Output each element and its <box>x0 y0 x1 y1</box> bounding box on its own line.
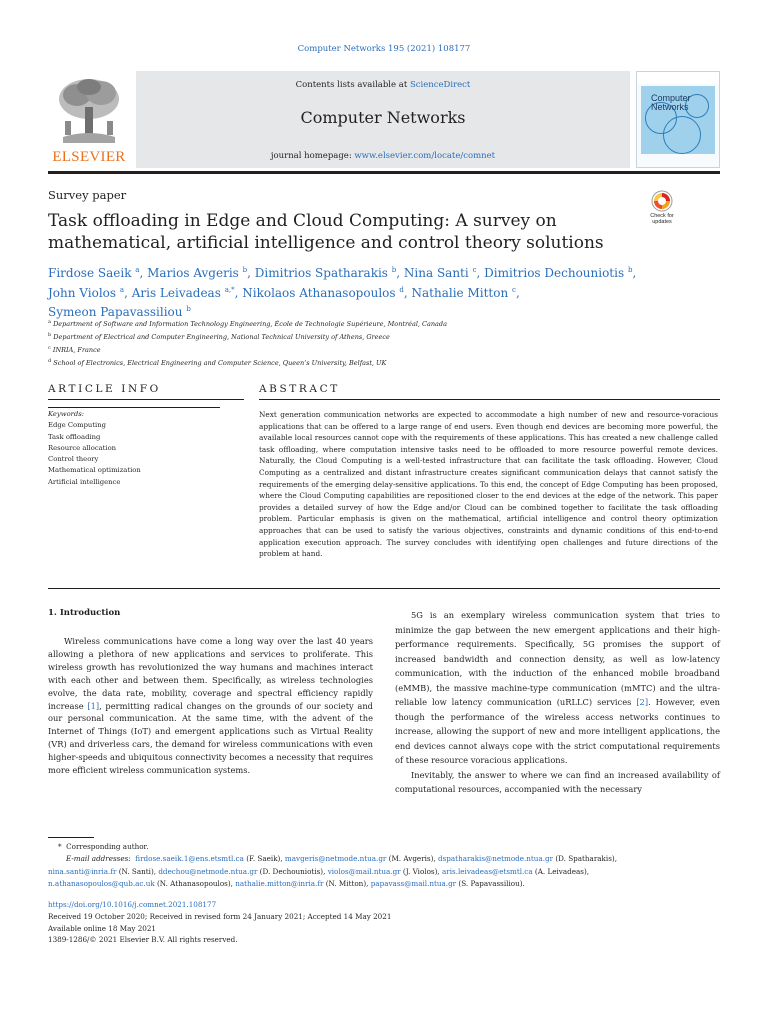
article-type: Survey paper <box>48 188 127 202</box>
author-affil-sup: b <box>391 266 397 274</box>
cover-title-line1: Computer <box>651 93 691 103</box>
abstract-text: Next generation communication networks are expected to accommodate a high number of new and resource-voracious applications that can be offered to a large range of end users. Even though end devices are becoming more powerful, the available local resources cannot cope with the requirements of these applications. This has created a new challenge called task offloading, where computation intensive tasks need to be offloaded to more resource powerful remote devices. Naturally, the Cloud Computing is a well-tested infrastructure that can facilitate the task offloading. However, Cloud Computing as a centralized and distant infrastructure creates significant communication delays that cannot satisfy the requirements of the emerging delay-sensitive applications. To this end, the concept of Edge Computing has been proposed, where the Cloud Computing capabilities are repositioned closer to the end devices at the edge of the network. This paper provides a detailed survey of how the Edge and/or Cloud can be combined together to facilitate the task offloading problem. Particular emphasis is given on the mathematical, artificial intelligence and control theory optimization approaches that can be used to satisfy the various objectives, constraints and dynamic conditions of this end-to-end application execution approach. The survey concludes with identifying open challenges and future directions of the problem at hand. <box>259 410 718 559</box>
contents-prefix: Contents lists available at <box>295 80 410 90</box>
keywords-rule <box>48 407 220 408</box>
author-affil-sup: b <box>627 266 633 274</box>
footnote-marker: * <box>58 842 62 851</box>
masthead <box>48 71 720 168</box>
author-separator: , <box>476 266 485 280</box>
email-owner: (M. Avgeris), <box>386 854 438 864</box>
email-link[interactable]: n.athanasopoulos@qub.ac.uk <box>48 878 155 888</box>
author-separator: , <box>247 266 255 280</box>
keyword: Resource allocation <box>48 443 117 452</box>
email-link[interactable]: aris.leivadeas@etsmtl.ca <box>441 866 533 876</box>
author-separator: , <box>234 285 243 300</box>
author-name[interactable]: John Violos <box>48 285 117 300</box>
author-separator: , <box>396 266 404 280</box>
email-link[interactable]: ddechou@netmode.ntua.gr <box>158 866 258 876</box>
affiliation <box>48 330 648 343</box>
journal-cover-thumbnail[interactable] <box>636 71 720 168</box>
check-label-line2: updates <box>652 219 672 225</box>
email-line <box>48 878 720 890</box>
email-link[interactable]: dspatharakis@netmode.ntua.gr <box>438 854 554 864</box>
paragraph-text: 5G is an exemplary wireless communication system that tries to minimize the gap between the new emergent applications and their high-performance requirements. Specifically, 5G promises the support of increased bandwidth and connection density, as well as low-latency communication, with the induction of the enhanced mobile broadband (eMMB), the massive machine-type communication (mMTC) and the ultra-reliable low latency communication (uRLLC) services <box>395 610 720 707</box>
keyword: Control theory <box>48 455 99 464</box>
email-label: E-mail addresses: <box>66 854 131 864</box>
cover-circle-decoration <box>663 116 701 154</box>
elsevier-logo[interactable] <box>48 71 130 168</box>
affiliation-sup: d <box>48 358 52 365</box>
author-name[interactable]: Nina Santi <box>403 266 469 280</box>
email-link[interactable]: nina.santi@inria.fr <box>48 866 117 876</box>
body-column-left <box>48 608 373 777</box>
masthead-center-panel <box>136 71 630 168</box>
affiliation-text: Department of Electrical and Computer Engineering, National Technical University of Athens, Greece <box>53 333 390 342</box>
author[interactable] <box>48 286 132 300</box>
keyword: Artificial intelligence <box>48 477 121 486</box>
check-label-line1: Check for <box>650 213 674 219</box>
email-link[interactable]: mavgeris@netmode.ntua.gr <box>284 854 387 864</box>
author-affil-sup: c <box>512 285 516 294</box>
author-name[interactable]: Nikolaos Athanasopoulos <box>242 285 396 300</box>
footnote-rule <box>48 837 94 838</box>
email-line <box>48 853 720 865</box>
email-owner: (J. Violos), <box>400 866 442 876</box>
corresponding-author-note <box>48 841 720 853</box>
elsevier-tree-icon <box>51 75 127 145</box>
body-paragraph: Inevitably, the answer to where we can find an increased availability of computational resources, accompanied with the necessary <box>395 769 720 794</box>
paragraph-text: , permitting radical changes on the grounds of our society and our personal communication. At the same time, with the advent of the Internet of Things (IoT) and emergent applications such as Virtual Reality (VR) and driverless cars, the demand for wireless communications with even higher-speeds and ubiquitous connectivity becomes a necessity that requires more efficient wireless communication systems. <box>48 700 373 776</box>
email-owner: (S. Papavassiliou). <box>456 878 525 888</box>
author-name[interactable]: Symeon Papavassiliou <box>48 305 183 319</box>
journal-homepage-link[interactable]: www.elsevier.com/locate/comnet <box>354 151 496 161</box>
author-separator: , <box>403 285 412 300</box>
affiliation-sup: c <box>48 345 51 352</box>
masthead-rule <box>48 171 720 174</box>
affiliations <box>48 317 648 370</box>
email-line <box>48 866 720 878</box>
author-affil-sup: b <box>242 266 248 274</box>
citation-link[interactable]: [1] <box>87 700 100 711</box>
author-name[interactable]: Nathalie Mitton <box>411 285 509 300</box>
email-owner: (A. Leivadeas), <box>532 866 590 876</box>
copyright: 1389-1286/© 2021 Elsevier B.V. All rights reserved. <box>48 935 238 945</box>
email-link[interactable]: violos@mail.ntua.gr <box>327 866 401 876</box>
abstract-rule <box>259 399 720 400</box>
author-name[interactable]: Dimitrios Dechouniotis <box>484 266 625 280</box>
doi-link[interactable]: https://doi.org/10.1016/j.comnet.2021.108177 <box>48 900 217 909</box>
email-owner: (N. Mitton), <box>323 878 371 888</box>
email-link[interactable]: nathalie.mitton@inria.fr <box>235 878 324 888</box>
email-owner: (D. Spatharakis), <box>553 854 617 864</box>
affiliation-text: Department of Software and Information Technology Engineering, École de Technologie Supérieure, Montréal, Canada <box>53 320 447 329</box>
paragraph-text: Wireless communications have come a long way over the last 40 years allowing a plethora of new applications and services to proliferate. This wireless growth has revolutionized the way humans and machines interact with each other and between them. Specifically, as wireless technologies evolve, the data rate, mobility, coverage and spectral efficiency rapidly increase <box>48 636 373 711</box>
affiliation <box>48 343 648 356</box>
homepage-prefix: journal homepage: <box>270 151 355 161</box>
publication-info <box>48 899 720 946</box>
journal-reference[interactable]: Computer Networks 195 (2021) 108177 <box>297 44 471 54</box>
corresponding-label: Corresponding author. <box>66 842 149 851</box>
email-owner: (N. Santi), <box>116 866 159 876</box>
received-dates: Received 19 October 2020; Received in revised form 24 January 2021; Accepted 14 May 2021 <box>48 911 392 921</box>
keyword: Edge Computing <box>48 421 106 430</box>
author-name[interactable]: Dimitrios Spatharakis <box>254 266 388 280</box>
author[interactable] <box>412 286 520 300</box>
elsevier-wordmark: ELSEVIER <box>52 149 126 165</box>
body-paragraph <box>395 608 720 768</box>
body-paragraph <box>48 635 373 777</box>
author-separator: , <box>632 266 637 280</box>
cover-title-line2: Networks <box>651 102 689 112</box>
email-owner: (N. Athanasopoulos), <box>154 878 236 888</box>
body-column-right <box>395 608 720 797</box>
author[interactable] <box>48 266 147 280</box>
paragraph-text: . However, even though the performance of the wireless access networks continues to increase, allowing the support of new and more intelligent applications, the end devices cannot always cope with the strict computational requirements of these resource voracious applications. <box>395 697 720 765</box>
author[interactable] <box>484 266 636 280</box>
keyword: Mathematical optimization <box>48 466 141 475</box>
paper-title: Task offloading in Edge and Cloud Computing: A survey on mathematical, artificial intelligence and control theory solutions <box>48 211 604 253</box>
affiliation-text: School of Electronics, Electrical Engineering and Computer Science, Queen’s University, Belfast, UK <box>53 359 387 368</box>
check-for-updates-button[interactable] <box>644 190 680 230</box>
sciencedirect-link[interactable]: ScienceDirect <box>409 80 471 90</box>
affiliation-sup: b <box>48 332 52 339</box>
author-affil-sup: c <box>472 266 477 274</box>
author[interactable] <box>242 286 411 300</box>
keyword: Task offloading <box>48 432 101 441</box>
abstract-heading: ABSTRACT <box>259 383 340 395</box>
check-for-updates-icon <box>651 190 673 212</box>
author[interactable] <box>147 266 255 280</box>
author[interactable] <box>132 286 243 300</box>
email-owner: (F. Saeik), <box>243 854 285 864</box>
author-affil-sup: a <box>135 266 140 274</box>
keywords-label: Keywords: <box>48 410 85 418</box>
affiliation <box>48 356 648 369</box>
abstract-bottom-rule <box>48 588 720 589</box>
author[interactable] <box>404 266 484 280</box>
affiliation <box>48 317 648 330</box>
keywords-block <box>48 409 244 488</box>
author-affil-sup: a,* <box>224 285 235 294</box>
affiliation-sup: a <box>48 319 51 325</box>
email-link[interactable]: firdose.saeik.1@ens.etsmtl.ca <box>135 854 244 864</box>
author-name[interactable]: Aris Leivadeas <box>131 285 221 300</box>
available-online: Available online 18 May 2021 <box>48 923 156 933</box>
affiliation-text: INRIA, France <box>52 346 101 355</box>
cover-top-strip <box>637 72 719 84</box>
section-heading-introduction: 1. Introduction <box>48 608 121 618</box>
article-info-heading: ARTICLE INFO <box>48 383 161 395</box>
email-link[interactable]: papavass@mail.ntua.gr <box>370 878 457 888</box>
author-affil-sup: b <box>186 305 191 313</box>
author-separator: , <box>139 266 148 280</box>
cover-title <box>651 94 691 112</box>
footnote <box>48 841 720 890</box>
author-list <box>48 262 648 321</box>
contents-line <box>136 80 630 90</box>
author[interactable] <box>255 266 404 280</box>
check-for-updates-label <box>644 213 680 225</box>
author-separator: , <box>515 285 520 300</box>
author-name[interactable]: Marios Avgeris <box>147 266 239 280</box>
journal-title: Computer Networks <box>300 108 466 127</box>
email-owner: (D. Dechouniotis), <box>257 866 328 876</box>
citation-link[interactable]: [2] <box>636 697 649 707</box>
article-info-rule <box>48 399 244 400</box>
homepage-line <box>136 151 630 161</box>
author-affil-sup: d <box>399 285 404 294</box>
author-name[interactable]: Firdose Saeik <box>48 266 132 280</box>
author-affil-sup: a <box>119 285 125 294</box>
author-separator: , <box>124 285 132 300</box>
